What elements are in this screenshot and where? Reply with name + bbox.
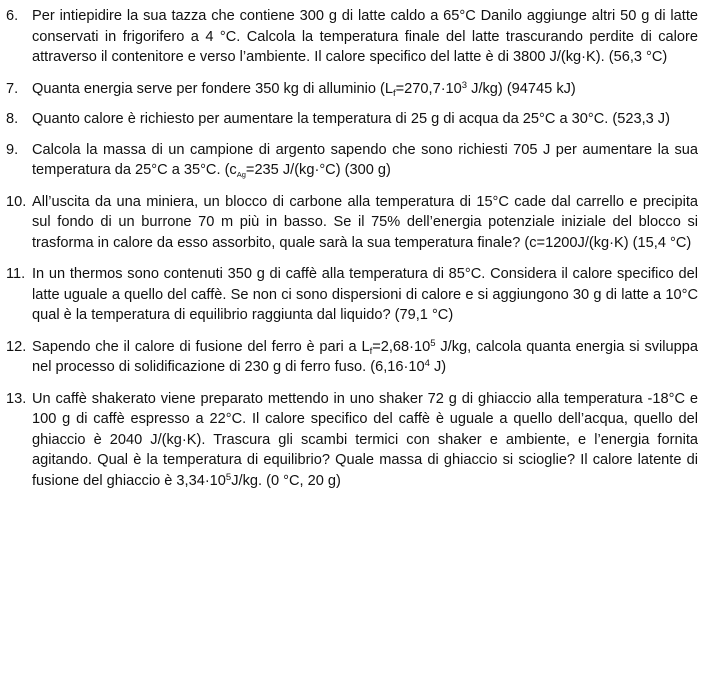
problem-text: Per intiepidire la sua tazza che contiene 300 g di latte caldo a 65°C Danilo aggiunge altri 50 g di latte conservati in frigorifero a 4 °C. Calcola la temperatura finale del latte trascurando perdite di calore attraverso il contenitore e verso l’ambiente. Il calore specifico del latte è di 3800 J/(kg·K). (56,3 °C) (32, 8, 698, 65)
problem-text (32, 391, 698, 489)
problem-number: 10. (6, 193, 27, 210)
exercise-sheet (6, 6, 698, 491)
problem-text-part: J/kg) (94745 kJ) (467, 80, 576, 97)
problem-text: All’uscita da una miniera, un blocco di carbone alla temperatura di 15°C cade dal carrello e precipita sul fondo di un burrone 70 m più in basso. Se il 75% dell’energia potenziale iniziale del blocco si trasforma in calore da esso assorbito, quale sarà la sua temperatura finale? (c=1200J/(kg·K) (15,4 °C) (32, 193, 698, 251)
problem-11 (6, 264, 698, 326)
problem-text (32, 339, 698, 376)
problem-text (32, 142, 698, 179)
problem-number: 9. (6, 141, 19, 158)
subscript: f (369, 345, 373, 357)
problem-text-part: J/kg, calcola quanta energia si sviluppa nel processo di solidificazione di 230 g di ferro fuso. (6,16·10 (32, 338, 698, 375)
problem-text: In un thermos sono contenuti 350 g di caffè alla temperatura di 85°C. Considera il calore specifico del latte uguale a quello del caffè. Se non ci sono dispersioni di calore e si aggiungono 30 g di latte a 10°C qual è la temperatura di equilibrio raggiunta dal liquido? (79,1 °C) (32, 266, 698, 323)
problem-number: 12. (6, 338, 27, 355)
problem-text-part: Quanta energia serve per fondere 350 kg di alluminio (L (32, 80, 394, 97)
problem-number: 8. (6, 111, 19, 127)
problem-text-part: =235 J/(kg·°C) (300 g) (245, 162, 391, 178)
superscript: 5 (430, 337, 436, 349)
superscript: 4 (424, 358, 430, 369)
problem-7 (6, 79, 698, 100)
problem-text-part: =2,68·10 (372, 338, 431, 355)
subscript: f (393, 87, 396, 99)
problem-text-part: J) (429, 359, 447, 375)
superscript: 5 (225, 471, 232, 483)
problem-number: 6. (6, 8, 19, 24)
problem-9 (6, 140, 698, 181)
problem-text (32, 81, 576, 97)
problem-number: 7. (6, 80, 19, 97)
problem-text-part: Calcola la massa di un campione di argento sapendo che sono richiesti 705 J per aumentare la sua temperatura da 25°C a 35°C. (c (32, 141, 698, 178)
superscript: 3 (461, 79, 468, 91)
subscript: Ag (236, 170, 246, 179)
problem-8 (6, 109, 698, 130)
problem-number: 13. (6, 390, 27, 407)
problem-6 (6, 6, 698, 68)
problem-13 (6, 389, 698, 492)
problem-10 (6, 192, 698, 254)
problem-number: 11. (6, 266, 26, 282)
problem-text-part: Un caffè shakerato viene preparato mettendo in uno shaker 72 g di ghiaccio alla temperatura -18°C e 100 g di caffè espresso a 22°C. Il calore specifico del caffè è uguale a quello dell’acqua, quello del ghiaccio è 2040 J/(kg·K). Trascura gli scambi termici con shaker e ambiente, e l’energia fornita agitando. Qual è la temperatura di equilibrio? Quale massa di ghiaccio si scioglie? Il calore latente di fusione del ghiaccio è 3,34·10 (32, 390, 698, 489)
problem-text-part: J/kg. (0 °C, 20 g) (231, 472, 341, 489)
problem-text-part: Sapendo che il calore di fusione del ferro è pari a L (32, 338, 370, 355)
problem-text: Quanto calore è richiesto per aumentare la temperatura di 25 g di acqua da 25°C a 30°C. (523,3 J) (32, 111, 670, 127)
problem-text-part: =270,7·10 (395, 80, 462, 97)
problem-12 (6, 337, 698, 378)
